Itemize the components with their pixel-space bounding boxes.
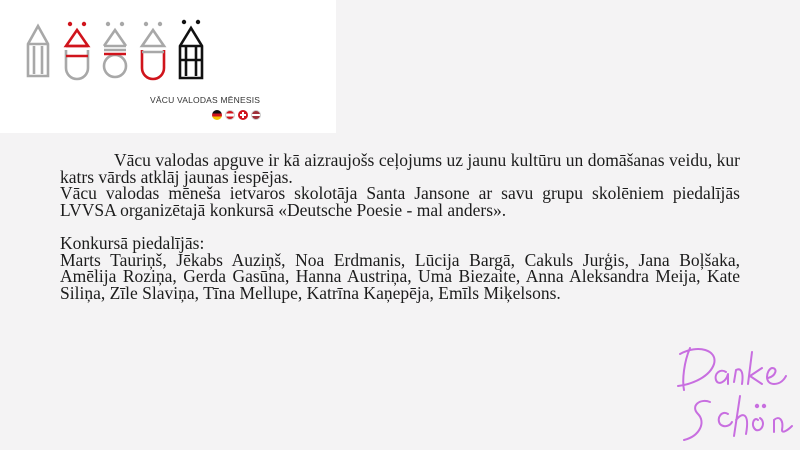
austria-flag-icon [225,110,235,120]
announcement-paragraph: Vācu valodas mēneša ietvaros skolotāja Santa Jansone ar savu grupu skolēniem piedalījās LVVSA organizētajā konkursā «Deutsche Poesie - mal anders». [60,183,740,220]
pencil-o-icon [104,22,126,77]
pencils-logo [22,18,222,88]
danke-schoen-signature [670,340,798,448]
pencil-u-icon [142,22,164,79]
pencil-red-a-icon [66,22,88,79]
participants-heading: Konkursā piedalījās: [60,233,205,253]
article-text [60,152,740,301]
flag-row [212,110,261,120]
participants-list: Marts Tauriņš, Jēkabs Auziņš, Noa Erdmanis, Lūcija Bargā, Cakuls Jurģis, Jana Boļšaka, Amēlija Roziņa, Gerda Gasūna, Hanna Austriņa, Uma Biezaite, Anna Aleksandra Meija, Kate Siliņa, Zīle Slaviņa, Tīna Mellupe, Katrīna Kaņepēja, Emīls Miķelsons. [60,249,740,303]
intro-paragraph: Vācu valodas apguve ir kā aizraujošs ceļojums uz jaunu kultūru un domāšanas veidu, kur katrs vārds atklāj jaunas iespējas. [60,150,740,187]
latvia-flag-icon [251,110,261,120]
logo [0,0,336,133]
pencil-black-a-icon [180,20,202,78]
switzerland-flag-icon [238,110,248,120]
logo-caption: VĀCU VALODAS MĒNESIS [150,95,261,105]
pencil-grey-icon [28,26,48,76]
germany-flag-icon [212,110,222,120]
